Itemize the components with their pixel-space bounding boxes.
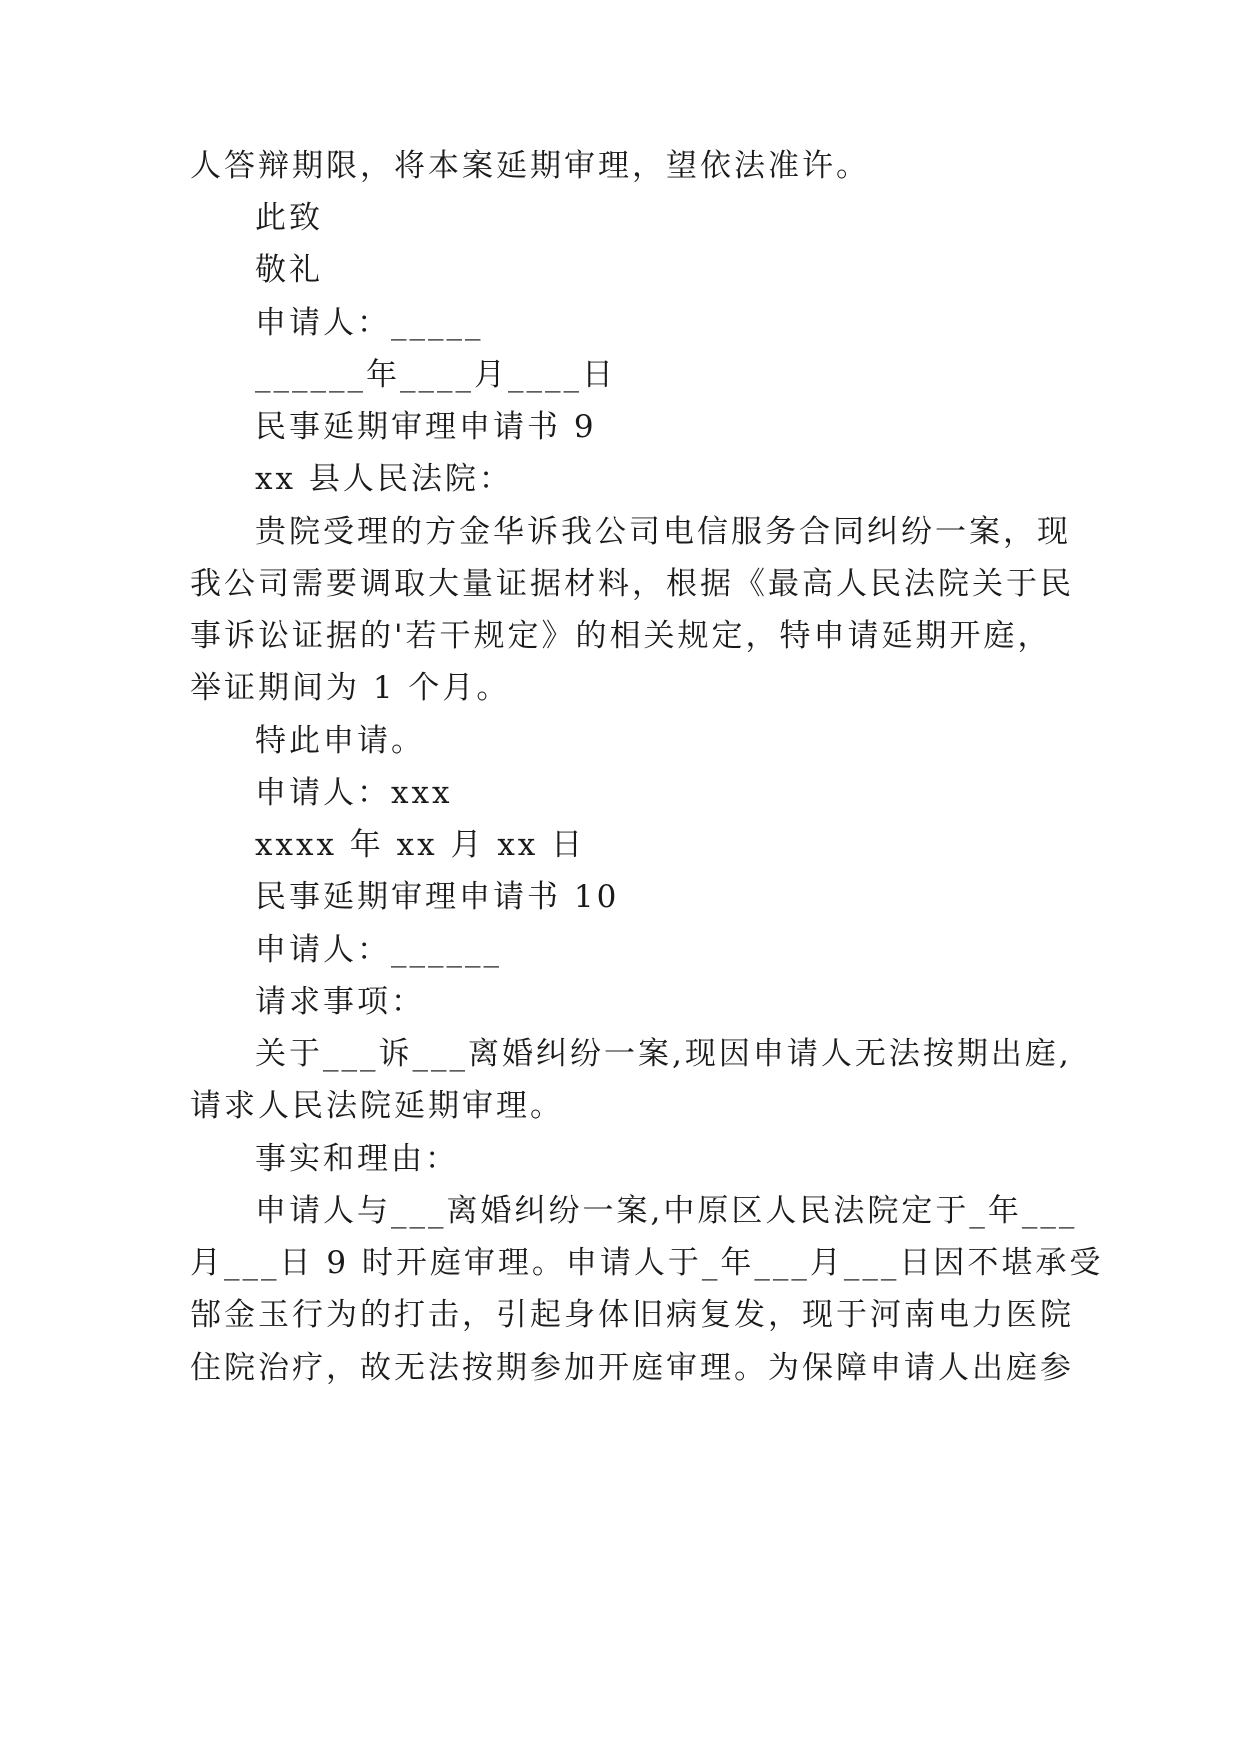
applicant-line: 申请人：______ bbox=[255, 932, 502, 968]
paragraph-line: 我公司需要调取大量证据材料，根据《最高人民法院关于民 bbox=[190, 566, 1074, 602]
paragraph-line: 事诉讼证据的'若干规定》的相关规定，特申请延期开庭， bbox=[190, 618, 1052, 654]
paragraph-line: 人答辩期限，将本案延期审理，望依法准许。 bbox=[190, 148, 870, 184]
subheading: 事实和理由： bbox=[255, 1141, 459, 1177]
section-title: 民事延期审理申请书 10 bbox=[255, 879, 620, 915]
paragraph-line: 贵院受理的方金华诉我公司电信服务合同纠纷一案，现 bbox=[255, 514, 1071, 550]
paragraph-line: 住院治疗，故无法按期参加开庭审理。为保障申请人出庭参 bbox=[190, 1350, 1074, 1386]
date-line: ______年____月____日 bbox=[255, 357, 616, 393]
date-line: xxxx 年 xx 月 xx 日 bbox=[255, 827, 586, 863]
applicant-line: 申请人：_____ bbox=[255, 305, 484, 341]
paragraph-line: 月___日 9 时开庭审理。申请人于_年___月___日因不堪承受 bbox=[190, 1245, 1104, 1281]
paragraph-line: 举证期间为 1 个月。 bbox=[190, 670, 511, 706]
paragraph-line: 关于___诉___离婚纠纷一案,现因申请人无法按期出庭, bbox=[255, 1036, 1072, 1072]
closing-regards: 敬礼 bbox=[255, 252, 323, 288]
paragraph-line: 申请人与___离婚纠纷一案,中原区人民法院定于_年___ bbox=[255, 1193, 1078, 1229]
section-title: 民事延期审理申请书 9 bbox=[255, 409, 597, 445]
applicant-line: 申请人：xxx bbox=[255, 775, 453, 811]
subheading: 请求事项： bbox=[255, 984, 425, 1020]
closing-salutation: 此致 bbox=[255, 200, 323, 236]
paragraph-line: 郜金玉行为的打击，引起身体旧病复发，现于河南电力医院 bbox=[190, 1297, 1074, 1333]
paragraph-line: 请求人民法院延期审理。 bbox=[190, 1088, 564, 1124]
closing-statement: 特此申请。 bbox=[255, 723, 425, 759]
addressee-line: xx 县人民法院： bbox=[255, 461, 513, 497]
